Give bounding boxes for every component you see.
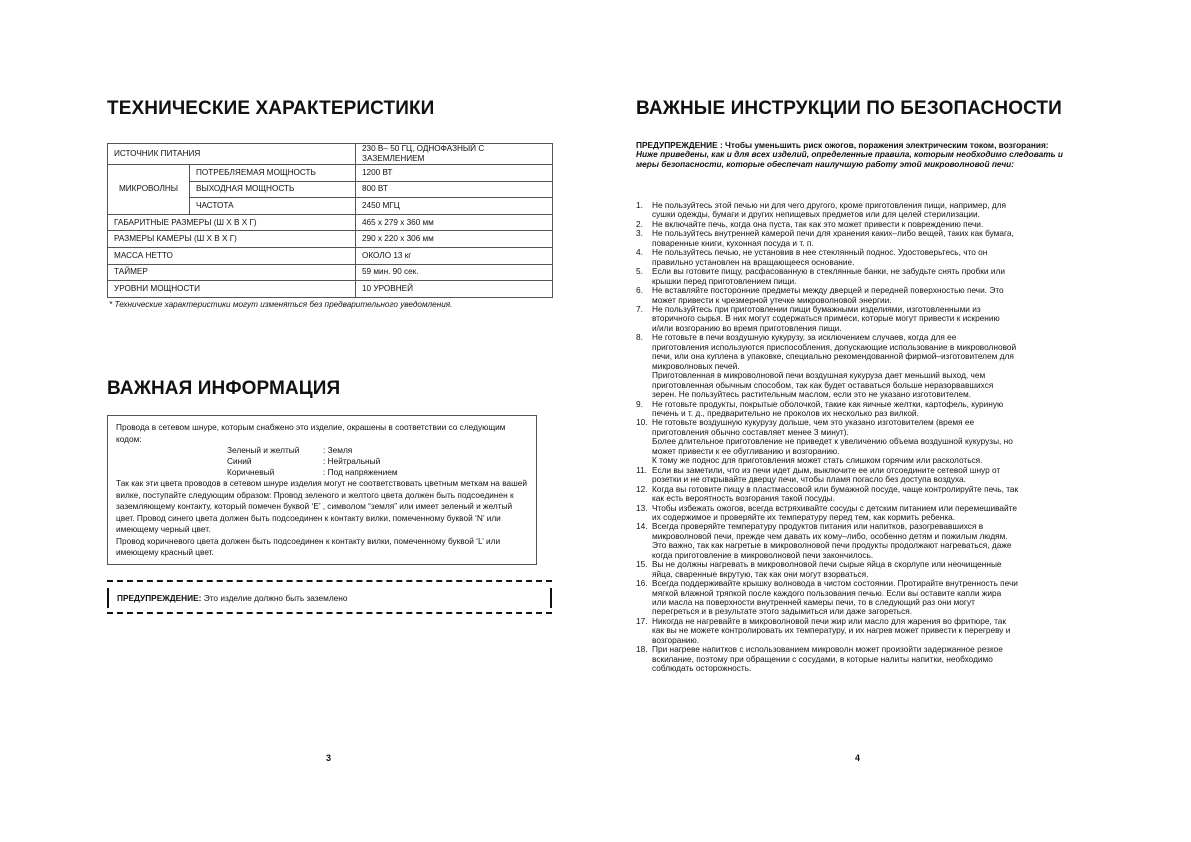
table-row xyxy=(108,214,553,231)
rule-number: 4. xyxy=(636,247,643,258)
rule-text xyxy=(652,466,1082,485)
grounding-warning xyxy=(117,593,347,603)
rule-text xyxy=(652,201,1082,220)
rule-text xyxy=(652,485,1082,504)
color-name: Зеленый и желтый xyxy=(227,445,300,455)
rule-text xyxy=(652,248,1082,267)
spec-label: ВЫХОДНАЯ МОЩНОСТЬ xyxy=(190,181,356,198)
list-item xyxy=(636,400,1082,419)
spec-value: 2450 МГЦ xyxy=(356,198,553,215)
info-intro: Провода в сетевом шнуре, которым снабжено это изделие, окрашены в соответствии со следующим кодом: xyxy=(116,422,506,444)
page-number: 3 xyxy=(326,753,332,763)
rule-number: 14. xyxy=(636,521,648,532)
rule-line: вскипание, поэтому при обращении с сосудами, в которые налиты напитки, необходимо xyxy=(652,653,993,664)
table-row xyxy=(108,281,553,298)
rule-number: 15. xyxy=(636,559,648,570)
right-page xyxy=(596,0,1191,842)
list-item xyxy=(636,201,1082,220)
rule-line: Никогда не нагревайте в микроволновой печи жир или масло для жарения во фритюре, так xyxy=(652,615,1007,626)
rule-number: 6. xyxy=(636,285,643,296)
rule-line: перегреться и в результате этого задымиться или даже загореться. xyxy=(652,606,913,617)
list-item xyxy=(636,333,1082,399)
rule-line: микроволновой печи, прежде чем давать их кому–либо, особенно детям и пожилым людям. xyxy=(652,530,1008,541)
rule-line: Не вставляйте посторонние предметы между дверцей и передней поверхностью печи. Это xyxy=(652,285,1004,296)
table-row xyxy=(108,231,553,248)
rule-line: печень и т. д., предварительно не проколов их несколько раз вилкой. xyxy=(652,407,919,418)
rule-line: мягкой влажной тряпкой после каждого пользования печью. Если вы оставите капли жира xyxy=(652,587,1002,598)
spec-label: ТАЙМЕР xyxy=(108,264,356,281)
spec-label: УРОВНИ МОЩНОСТИ xyxy=(108,281,356,298)
rule-line: правильно установлен на вращающееся основание. xyxy=(652,256,855,267)
rule-text xyxy=(652,560,1082,579)
rule-line: Не готовьте воздушную кукурузу дольше, чем это указано изготовителем (время ее xyxy=(652,417,975,428)
rule-line: При нагреве напитков с использованием микроволн может произойти задержанное резкое xyxy=(652,644,1003,655)
rule-number: 7. xyxy=(636,303,643,314)
rule-line: зерен. Не пользуйтесь растительным маслом, если это не указано изготовителем. xyxy=(652,389,971,400)
rule-line: приготовления обычно составляет менее 3 минут). xyxy=(652,426,849,437)
rule-line: и/или возгоранию во время приготовления пищи. xyxy=(652,322,842,333)
specs-table xyxy=(107,143,553,298)
list-item xyxy=(636,418,1082,465)
color-meaning: : Нейтральный xyxy=(323,456,381,466)
spec-value: 10 УРОВНЕЙ xyxy=(356,281,553,298)
rule-text xyxy=(652,418,1082,465)
warning-subheading: Ниже приведены, как и для всех изделий, определенные правила, которым необходимо следовать и меры безопасности, которые обеспечат наилучшую работу этой микроволновой печи: xyxy=(636,149,1063,169)
rule-line: когда приготовление в микроволновой печи закончилось. xyxy=(652,549,874,560)
list-item xyxy=(636,305,1082,333)
rule-line: яйца, сваренные вкрутую, так как они могут взорваться. xyxy=(652,568,869,579)
spec-value: 465 x 279 x 360 мм xyxy=(356,214,553,231)
color-code-list xyxy=(227,445,528,478)
safety-title: ВАЖНЫЕ ИНСТРУКЦИИ ПО БЕЗОПАСНОСТИ xyxy=(636,98,1062,119)
info-paragraph: Провод коричневого цвета должен быть подсоединен к контакту вилки, помеченному буквой ‘L’ или имеющему красный цвет. xyxy=(116,535,501,557)
list-item xyxy=(636,617,1082,645)
spec-group-label: МИКРОВОЛНЫ xyxy=(108,165,190,215)
rule-text xyxy=(652,579,1082,617)
rule-text xyxy=(652,645,1082,673)
warning-right-bar xyxy=(550,588,552,608)
rule-line: Если вы готовите пищу, расфасованную в стеклянные банки, не забудьте снять пробки или xyxy=(652,266,1005,277)
rule-text xyxy=(652,229,1082,248)
rule-line: Не пользуйтесь печью, не установив в нее стеклянный поднос. Удостоверьтесь, что он xyxy=(652,247,988,258)
rule-line: Не пользуйтесь внутренней камерой печи для хранения каких–либо вещей, таких как бумага, xyxy=(652,228,1014,239)
rule-line: Приготовленная в микроволновой печи воздушная кукуруза дает меньший выход, чем xyxy=(652,370,986,381)
rule-line: К тому же поднос для приготовления может стать слишком горячим или расколоться. xyxy=(652,455,983,466)
safety-warning-header xyxy=(636,141,1086,169)
left-page xyxy=(0,0,595,842)
rule-text xyxy=(652,333,1082,399)
rule-number: 8. xyxy=(636,332,643,343)
rule-number: 16. xyxy=(636,578,648,589)
rule-line: розетки и не открывайте дверцу печи, чтобы пламя погасло без доступа воздуха. xyxy=(652,474,966,485)
rule-text xyxy=(652,617,1082,645)
rule-line: Когда вы готовите пищу в пластмассовой или бумажной посуде, чаще контролируйте печь, так xyxy=(652,483,1019,494)
rule-line: печи, или она куплена в упаковке, специально рекомендованной фирмой–изготовителем для xyxy=(652,351,1014,362)
list-item xyxy=(636,504,1082,523)
rule-line: Всегда поддерживайте крышку волновода в чистом состоянии. Протирайте внутренность печи xyxy=(652,578,1018,589)
spec-label: ПОТРЕБЛЯЕМАЯ МОЩНОСТЬ xyxy=(190,165,356,182)
rule-line: Не готовьте в печи воздушную кукурузу, за исключением случаев, когда для ее xyxy=(652,332,957,343)
warning-text: Это изделие должно быть заземлено xyxy=(201,593,348,603)
rule-line: микроволновых печей. xyxy=(652,360,740,371)
spec-label: ГАБАРИТНЫЕ РАЗМЕРЫ (Ш X В X Г) xyxy=(108,214,356,231)
rule-line: может привести к ее обугливанию и возгоранию. xyxy=(652,445,840,456)
list-item xyxy=(636,579,1082,617)
spec-value: 59 мин. 90 сек. xyxy=(356,264,553,281)
list-item xyxy=(636,286,1082,305)
rule-line: их содержимое и проверяйте их температуру перед тем, как кормить ребенка. xyxy=(652,511,956,522)
rule-line: Не готовьте продукты, покрытые оболочкой, такие как яичные желтки, картофель, куриную xyxy=(652,398,1004,409)
list-item xyxy=(636,522,1082,560)
rule-line: Чтобы избежать ожогов, всегда встряхивайте сосуды с детским питанием или перемешивайте xyxy=(652,502,1017,513)
rule-line: как есть вероятность возгорания такой посуды. xyxy=(652,493,835,504)
rule-line: может привести к чрезмерной утечке микроволновой энергии. xyxy=(652,294,892,305)
safety-rules-list xyxy=(636,201,1082,674)
rule-number: 17. xyxy=(636,615,648,626)
rule-line: Не включайте печь, когда она пуста, так как это может привести к повреждению печи. xyxy=(652,218,984,229)
rule-number: 5. xyxy=(636,266,643,277)
list-item xyxy=(636,229,1082,248)
table-row xyxy=(108,264,553,281)
rule-number: 11. xyxy=(636,464,647,475)
rule-text xyxy=(652,504,1082,523)
rule-number: 2. xyxy=(636,218,643,229)
rule-line: Если вы заметили, что из печи идет дым, выключите ее или отсоедините сетевой шнур от xyxy=(652,464,1001,475)
rule-number: 3. xyxy=(636,228,643,239)
rule-number: 18. xyxy=(636,644,648,655)
warning-left-bar xyxy=(107,588,109,608)
info-title: ВАЖНАЯ ИНФОРМАЦИЯ xyxy=(107,378,341,399)
rule-line: вторичного сырья. В них могут содержаться примеси, которые могут привести к искрению xyxy=(652,313,1000,324)
list-item xyxy=(636,485,1082,504)
warning-label: ПРЕДУПРЕЖДЕНИЕ: xyxy=(117,593,202,603)
specs-footnote: * Технические характеристики могут изменяться без предварительного уведомления. xyxy=(109,300,453,309)
rule-number: 10. xyxy=(636,417,648,428)
spec-value: ОКОЛО 13 кг xyxy=(356,247,553,264)
list-item xyxy=(636,248,1082,267)
specs-title: ТЕХНИЧЕСКИЕ ХАРАКТЕРИСТИКИ xyxy=(107,98,435,119)
rule-line: поваренные книги, кухонная посуда и т. п. xyxy=(652,237,814,248)
rule-line: возгоранию. xyxy=(652,634,700,645)
spec-label: МАССА НЕТТО xyxy=(108,247,356,264)
color-meaning: : Под напряжением xyxy=(323,467,398,477)
info-paragraph: Так как эти цвета проводов в сетевом шнуре изделия могут не соответствовать цветным меткам на вашей вилке, поступайте следующим образом: Провод зеленого и желтого цвета должен быть подсоединен к заземляющему контакту, который помечен буквой ‘E’ , символом “земля” или имеет зеленый и желтый цвет. Провод синего цвета должен быть подсоединен к контакту вилки, помеченному буквой ‘N’ или имеющему черный цвет. xyxy=(116,478,528,534)
spec-label: ИСТОЧНИК ПИТАНИЯ xyxy=(108,144,356,165)
spec-value: 1200 ВТ xyxy=(356,165,553,182)
spec-label: ЧАСТОТА xyxy=(190,198,356,215)
rule-line: Не пользуйтесь этой печью ни для чего другого, кроме приготовления пищи, например, для xyxy=(652,200,1007,210)
rule-line: крышки перед приготовлением пищи. xyxy=(652,275,797,286)
list-item xyxy=(636,645,1082,673)
rule-text xyxy=(652,522,1082,560)
warning-heading: ПРЕДУПРЕЖДЕНИЕ : Чтобы уменьшить риск ожогов, поражения электрическим током, возгорания: xyxy=(636,140,1049,150)
rule-line: как вы не можете контролировать их температуру, и их нагрев может привести к перегреву и xyxy=(652,625,1011,636)
rule-line: Всегда проверяйте температуру продуктов питания или напитков, разогревавшихся в xyxy=(652,521,984,532)
rule-line: сушки одежды, бумаги и других непищевых предметов или для целей стерилизации. xyxy=(652,209,980,220)
rule-line: Это важно, так как нагретые в микроволновой печи продукты продолжают нагреваться, даже xyxy=(652,540,1012,551)
rule-number: 1. xyxy=(636,200,643,210)
spec-label: РАЗМЕРЫ КАМЕРЫ (Ш X В X Г) xyxy=(108,231,356,248)
color-name: Синий xyxy=(227,456,252,466)
list-item xyxy=(636,560,1082,579)
color-name: Коричневый xyxy=(227,467,275,477)
rule-line: Более длительное приготовление не приведет к увеличению объема воздушной кукурузы, но xyxy=(652,436,1013,447)
rule-line: приготовленная обычным способом, так как будет оставаться больше неразорвавшихся xyxy=(652,379,994,390)
rule-number: 13. xyxy=(636,502,648,513)
list-item xyxy=(636,267,1082,286)
page-number: 4 xyxy=(855,753,861,763)
rule-line: Вы не должны нагревать в микроволновой печи сырые яйца в скорлупе или неочищенные xyxy=(652,559,1002,570)
rule-number: 9. xyxy=(636,398,643,409)
table-row xyxy=(108,165,553,182)
rule-line: Не пользуйтесь при приготовлении пищи бумажными изделиями, изготовленными из xyxy=(652,303,981,314)
rule-line: приготовления используются приспособления, допускающие использование в микроволновой xyxy=(652,341,1017,352)
wiring-info-box xyxy=(107,415,537,565)
rule-line: соблюдать осторожность. xyxy=(652,663,752,674)
rule-text xyxy=(652,305,1082,333)
spec-value: 230 В– 50 ГЦ, ОДНОФАЗНЫЙ С ЗАЗЕМЛЕНИЕМ xyxy=(356,144,553,165)
spec-value: 800 ВТ xyxy=(356,181,553,198)
rule-text xyxy=(652,286,1082,305)
rule-text xyxy=(652,400,1082,419)
table-row xyxy=(108,144,553,165)
grounding-warning-box xyxy=(107,580,552,614)
table-row xyxy=(108,247,553,264)
color-meaning: : Земля xyxy=(323,445,353,455)
rule-line: или масла на поверхности внутренней камеры печи, то в следующий раз они могут xyxy=(652,597,975,608)
rule-number: 12. xyxy=(636,483,648,494)
spec-value: 290 x 220 x 306 мм xyxy=(356,231,553,248)
list-item xyxy=(636,466,1082,485)
rule-text xyxy=(652,267,1082,286)
